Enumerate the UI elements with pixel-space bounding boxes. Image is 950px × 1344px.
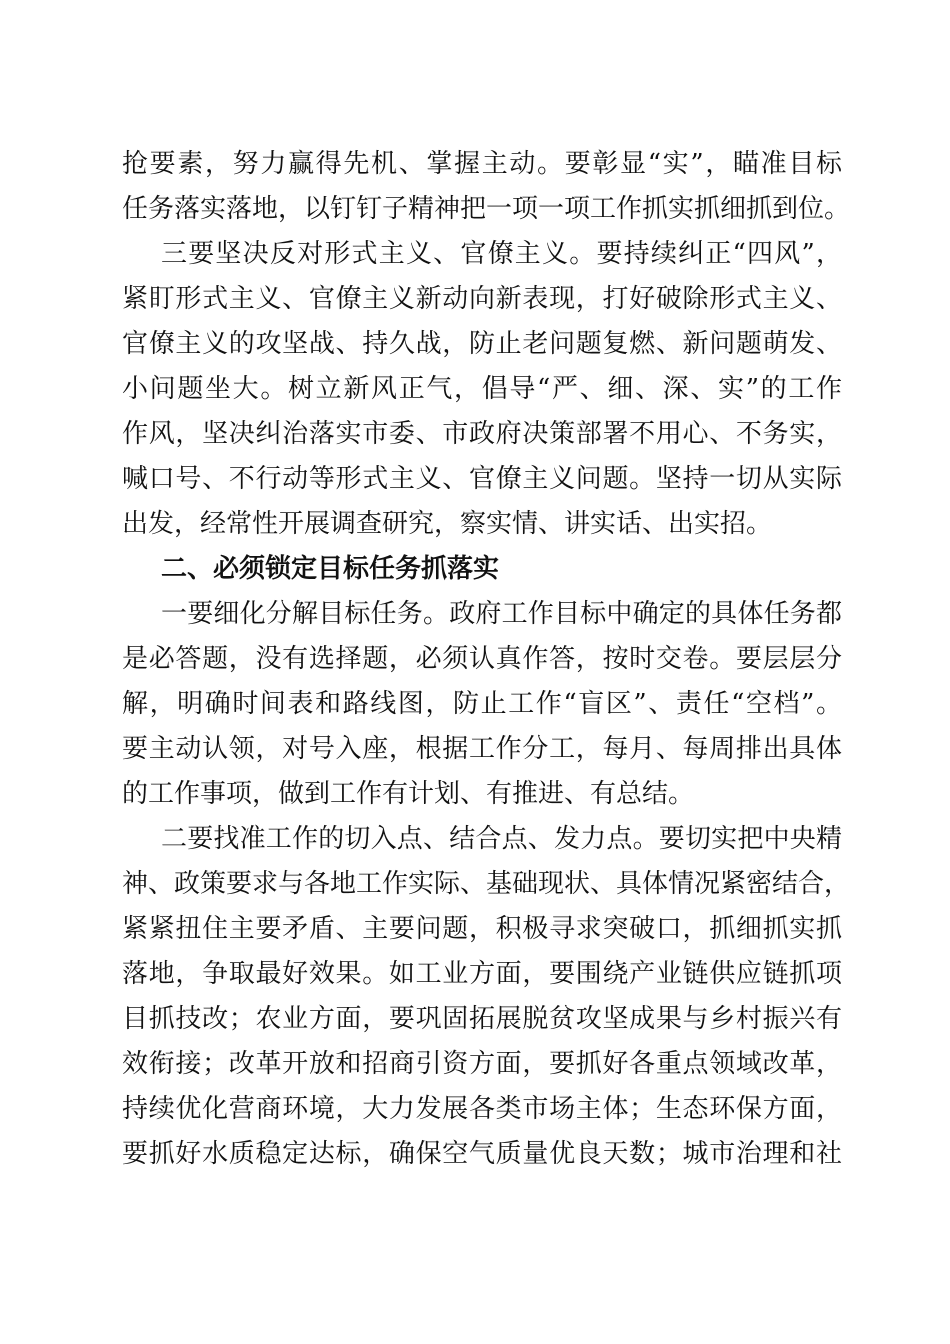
paragraph-line: 持续优化营商环境，大力发展各类市场主体；生态环保方面， <box>122 1094 842 1124</box>
paragraph-line: 落地，争取最好效果。如工业方面，要围绕产业链供应链抓项 <box>122 959 842 989</box>
paragraph-line: 二要找准工作的切入点、结合点、发力点。要切实把中央精 <box>161 824 842 854</box>
paragraph-line: 解，明确时间表和路线图，防止工作“盲区”、责任“空档”。 <box>122 689 842 719</box>
paragraph-line: 小问题坐大。树立新风正气，倡导“严、细、深、实”的工作 <box>122 374 842 404</box>
paragraph-line: 神、政策要求与各地工作实际、基础现状、具体情况紧密结合， <box>122 869 851 899</box>
paragraph-line: 出发，经常性开展调查研究，察实情、讲实话、出实招。 <box>122 509 773 539</box>
paragraph-line: 要抓好水质稳定达标，确保空气质量优良天数；城市治理和社 <box>122 1139 842 1169</box>
section-heading: 二、必须锁定目标任务抓落实 <box>161 554 500 584</box>
paragraph-line: 一要细化分解目标任务。政府工作目标中确定的具体任务都 <box>161 599 842 629</box>
paragraph-line: 紧紧扭住主要矛盾、主要问题，积极寻求突破口，抓细抓实抓 <box>122 914 842 944</box>
paragraph-line: 的工作事项，做到工作有计划、有推进、有总结。 <box>122 779 695 809</box>
paragraph-line: 作风，坚决纠治落实市委、市政府决策部署不用心、不务实， <box>122 419 842 449</box>
paragraph-line: 要主动认领，对号入座，根据工作分工，每月、每周排出具体 <box>122 734 842 764</box>
paragraph-line: 三要坚决反对形式主义、官僚主义。要持续纠正“四风”， <box>161 239 842 269</box>
paragraph-line: 目抓技改；农业方面，要巩固拓展脱贫攻坚成果与乡村振兴有 <box>122 1004 842 1034</box>
paragraph-line: 喊口号、不行动等形式主义、官僚主义问题。坚持一切从实际 <box>122 464 842 494</box>
paragraph-line: 抢要素，努力赢得先机、掌握主动。要彰显“实”，瞄准目标 <box>122 149 842 179</box>
paragraph-line: 紧盯形式主义、官僚主义新动向新表现，打好破除形式主义、 <box>122 284 842 314</box>
paragraph-line: 是必答题，没有选择题，必须认真作答，按时交卷。要层层分 <box>122 644 842 674</box>
paragraph-line: 任务落实落地，以钉钉子精神把一项一项工作抓实抓细抓到位。 <box>122 194 851 224</box>
paragraph-line: 效衔接；改革开放和招商引资方面，要抓好各重点领域改革， <box>122 1049 842 1079</box>
paragraph-line: 官僚主义的攻坚战、持久战，防止老问题复燃、新问题萌发、 <box>122 329 842 359</box>
